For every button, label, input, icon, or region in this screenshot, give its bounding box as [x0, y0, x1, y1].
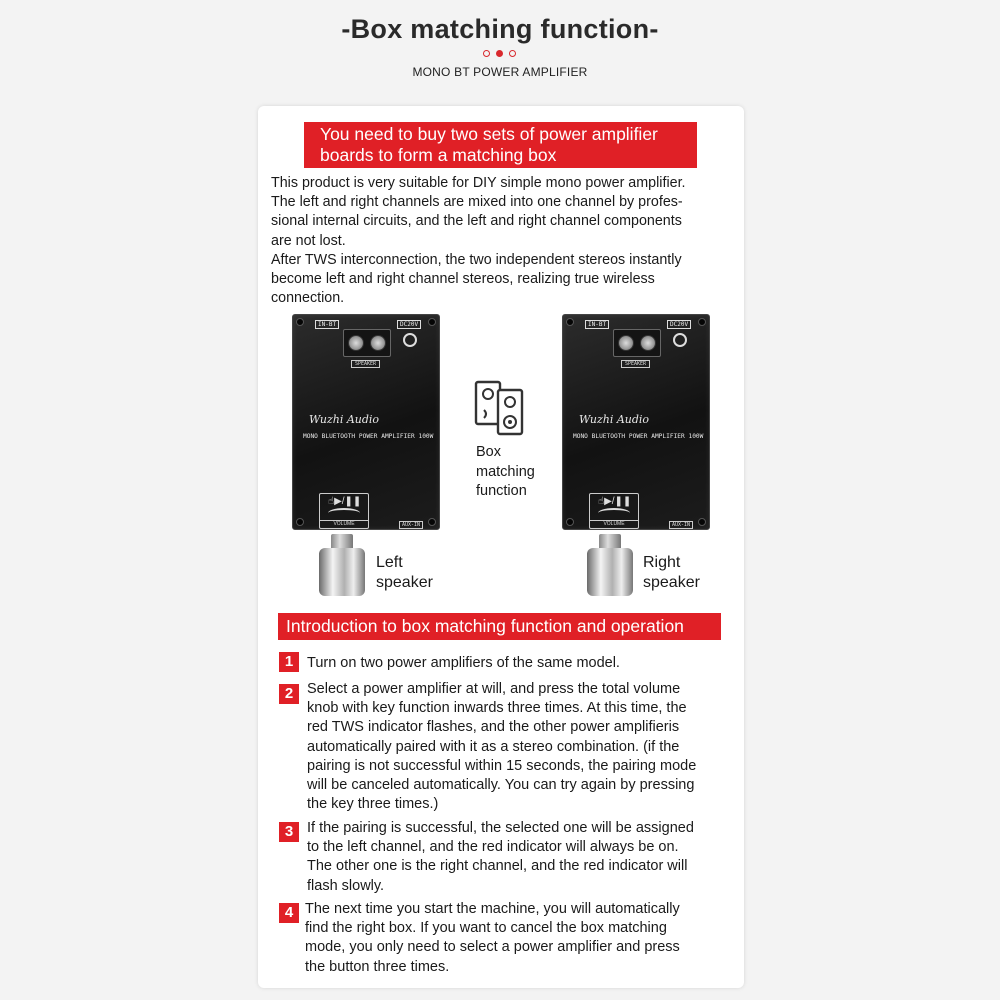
step-text [307, 680, 737, 814]
aux-tag: AUX-IN [399, 521, 423, 529]
step-number-badge: 3 [279, 822, 299, 842]
mount-hole-icon [698, 518, 706, 526]
step-line: Select a power amplifier at will, and press the total volume [307, 681, 681, 697]
control-panel [589, 493, 639, 529]
speakers-icon [474, 380, 526, 436]
mount-hole-icon [428, 318, 436, 326]
volume-label: VOLUME [590, 520, 638, 527]
step-line: automatically paired with it as a stereo combination. (if the [307, 738, 680, 755]
play-pause-icon: ☝▶/❚❚ [328, 496, 362, 507]
aux-tag: AUX-IN [669, 521, 693, 529]
screw-icon [370, 335, 386, 351]
step-line: find the right box. If you want to cancel the box matching [305, 920, 667, 937]
knob-cap [587, 548, 633, 596]
input-tag: IN-BT [315, 320, 339, 329]
model-label: MONO BLUETOOTH POWER AMPLIFIER 100W [303, 433, 434, 440]
mount-hole-icon [296, 518, 304, 526]
intro-paragraph [271, 174, 741, 308]
intro-line: The left and right channels are mixed into one channel by profes- [271, 194, 683, 211]
left-speaker-label [376, 553, 433, 593]
step-line: pairing is not successful within 15 seconds, the pairing mode [307, 757, 697, 774]
dc-jack-icon [673, 333, 687, 347]
step-line: to the left channel, and the red indicator will always be on. [307, 839, 679, 856]
label-line: speaker [643, 574, 700, 591]
step-line: the key three times.) [307, 796, 439, 813]
right-volume-knob [587, 534, 633, 596]
decorative-dots [483, 50, 517, 58]
mount-hole-icon [566, 518, 574, 526]
left-volume-knob [319, 534, 365, 596]
step-line: If the pairing is successful, the selected one will be assigned [307, 820, 694, 836]
speaker-tag: SPEAKER [621, 360, 650, 368]
volume-arc-icon [328, 508, 360, 518]
step-line: flash slowly. [307, 877, 385, 894]
banner-line: You need to buy two sets of power amplifier [320, 124, 658, 144]
step-line: will be canceled automatically. You can try again by pressing [307, 777, 695, 794]
purchase-notice-banner [304, 122, 697, 168]
label-line: function [476, 483, 527, 499]
page-title: -Box matching function- [341, 14, 659, 44]
box-matching-label [476, 443, 535, 502]
knob-cap [319, 548, 365, 596]
label-line: Right [643, 554, 681, 571]
mount-hole-icon [566, 318, 574, 326]
step-text [307, 654, 737, 673]
intro-line: After TWS interconnection, the two independent stereos instantly [271, 251, 682, 268]
model-label: MONO BLUETOOTH POWER AMPLIFIER 100W [573, 433, 704, 440]
left-amplifier-board [292, 314, 440, 530]
right-speaker-label [643, 553, 700, 593]
step-line: Turn on two power amplifiers of the same model. [307, 655, 620, 671]
step-text [305, 900, 737, 977]
power-tag: DC20V [397, 320, 421, 329]
banner-line: boards to form a matching box [320, 145, 557, 165]
intro-line: become left and right channel stereos, realizing true wireless [271, 271, 655, 288]
page-subtitle: MONO BT POWER AMPLIFIER [412, 65, 588, 79]
intro-line: connection. [271, 290, 345, 307]
speaker-terminal [613, 329, 661, 357]
volume-arc-icon [598, 508, 630, 518]
step-line: The next time you start the machine, you will automatically [305, 901, 680, 917]
step-text [307, 819, 737, 896]
mount-hole-icon [296, 318, 304, 326]
step-number-badge: 1 [279, 652, 299, 672]
label-line: Box [476, 444, 501, 460]
play-pause-icon: ☝▶/❚❚ [598, 496, 632, 507]
intro-line: are not lost. [271, 232, 346, 249]
speaker-tag: SPEAKER [351, 360, 380, 368]
control-panel [319, 493, 369, 529]
step-line: knob with key function inwards three times. At this time, the [307, 700, 687, 717]
screw-icon [348, 335, 364, 351]
brand-logo: Wuzhi Audio [579, 413, 650, 426]
mount-hole-icon [428, 518, 436, 526]
step-line: The other one is the right channel, and the red indicator will [307, 858, 688, 875]
label-line: Left [376, 554, 403, 571]
step-number-badge: 2 [279, 684, 299, 704]
step-number-badge: 4 [279, 903, 299, 923]
step-line: the button three times. [305, 958, 450, 975]
power-tag: DC20V [667, 320, 691, 329]
input-tag: IN-BT [585, 320, 609, 329]
speaker-terminal [343, 329, 391, 357]
right-amplifier-board [562, 314, 710, 530]
intro-line: This product is very suitable for DIY simple mono power amplifier. [271, 175, 686, 191]
brand-logo: Wuzhi Audio [309, 413, 380, 426]
volume-label: VOLUME [320, 520, 368, 527]
step-line: mode, you only need to select a power amplifier and press [305, 939, 680, 956]
label-line: speaker [376, 574, 433, 591]
dot-filled-icon [496, 50, 503, 57]
label-line: matching [476, 463, 535, 480]
intro-line: sional internal circuits, and the left and right channel components [271, 213, 682, 230]
mount-hole-icon [698, 318, 706, 326]
step-line: red TWS indicator flashes, and the other power amplifieris [307, 719, 680, 736]
dot-outline-icon [483, 50, 490, 57]
dot-outline-icon [509, 50, 516, 57]
screw-icon [640, 335, 656, 351]
dc-jack-icon [403, 333, 417, 347]
screw-icon [618, 335, 634, 351]
operation-intro-banner: Introduction to box matching function and operation [278, 613, 721, 640]
